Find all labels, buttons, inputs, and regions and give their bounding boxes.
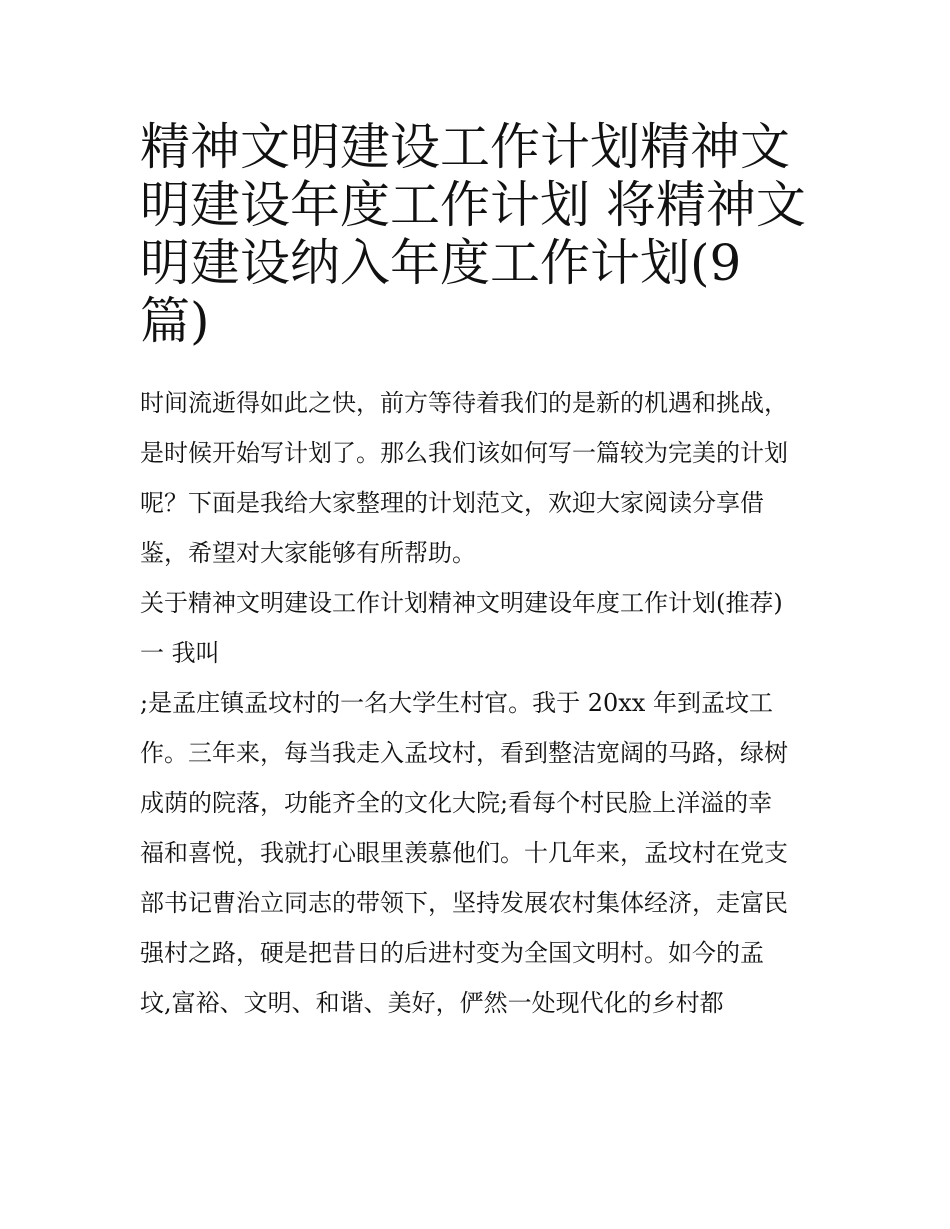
body-line: 坟,富裕、文明、和谐、美好，俨然一处现代化的乡村都: [140, 989, 724, 1017]
body-line: 作。三年来，每当我走入孟坟村，看到整洁宽阔的马路，绿树: [140, 739, 788, 767]
body-line: 呢？下面是我给大家整理的计划范文，欢迎大家阅读分享借: [140, 489, 764, 517]
body-line: 鉴，希望对大家能够有所帮助。: [140, 539, 476, 567]
document-body: [140, 378, 812, 1028]
document-page: [140, 118, 812, 1028]
title-line: 明建设纳入年度工作计划(9: [140, 234, 742, 292]
title-line: 明建设年度工作计划 将精神文: [140, 176, 806, 234]
document-title: [140, 118, 812, 350]
body-line: 强村之路，硬是把昔日的后进村变为全国文明村。如今的孟: [140, 939, 764, 967]
section-heading-line: 关于精神文明建设工作计划精神文明建设年度工作计划(推荐): [140, 589, 783, 617]
body-line: 一 我叫: [140, 639, 220, 667]
title-line: 精神文明建设工作计划精神文: [140, 118, 790, 176]
body-line: 福和喜悦，我就打心眼里羡慕他们。十几年来，孟坟村在党支: [140, 839, 788, 867]
body-line: 时间流逝得如此之快，前方等待着我们的是新的机遇和挑战，: [140, 389, 788, 417]
body-line: ;是孟庄镇孟坟村的一名大学生村官。我于 20xx 年到孟坟工: [140, 689, 773, 717]
body-line: 成荫的院落，功能齐全的文化大院;看每个村民脸上洋溢的幸: [140, 789, 773, 817]
body-line: 是时候开始写计划了。那么我们该如何写一篇较为完美的计划: [140, 439, 788, 467]
title-line: 篇): [140, 292, 210, 350]
body-line: 部书记曹治立同志的带领下，坚持发展农村集体经济，走富民: [140, 889, 788, 917]
